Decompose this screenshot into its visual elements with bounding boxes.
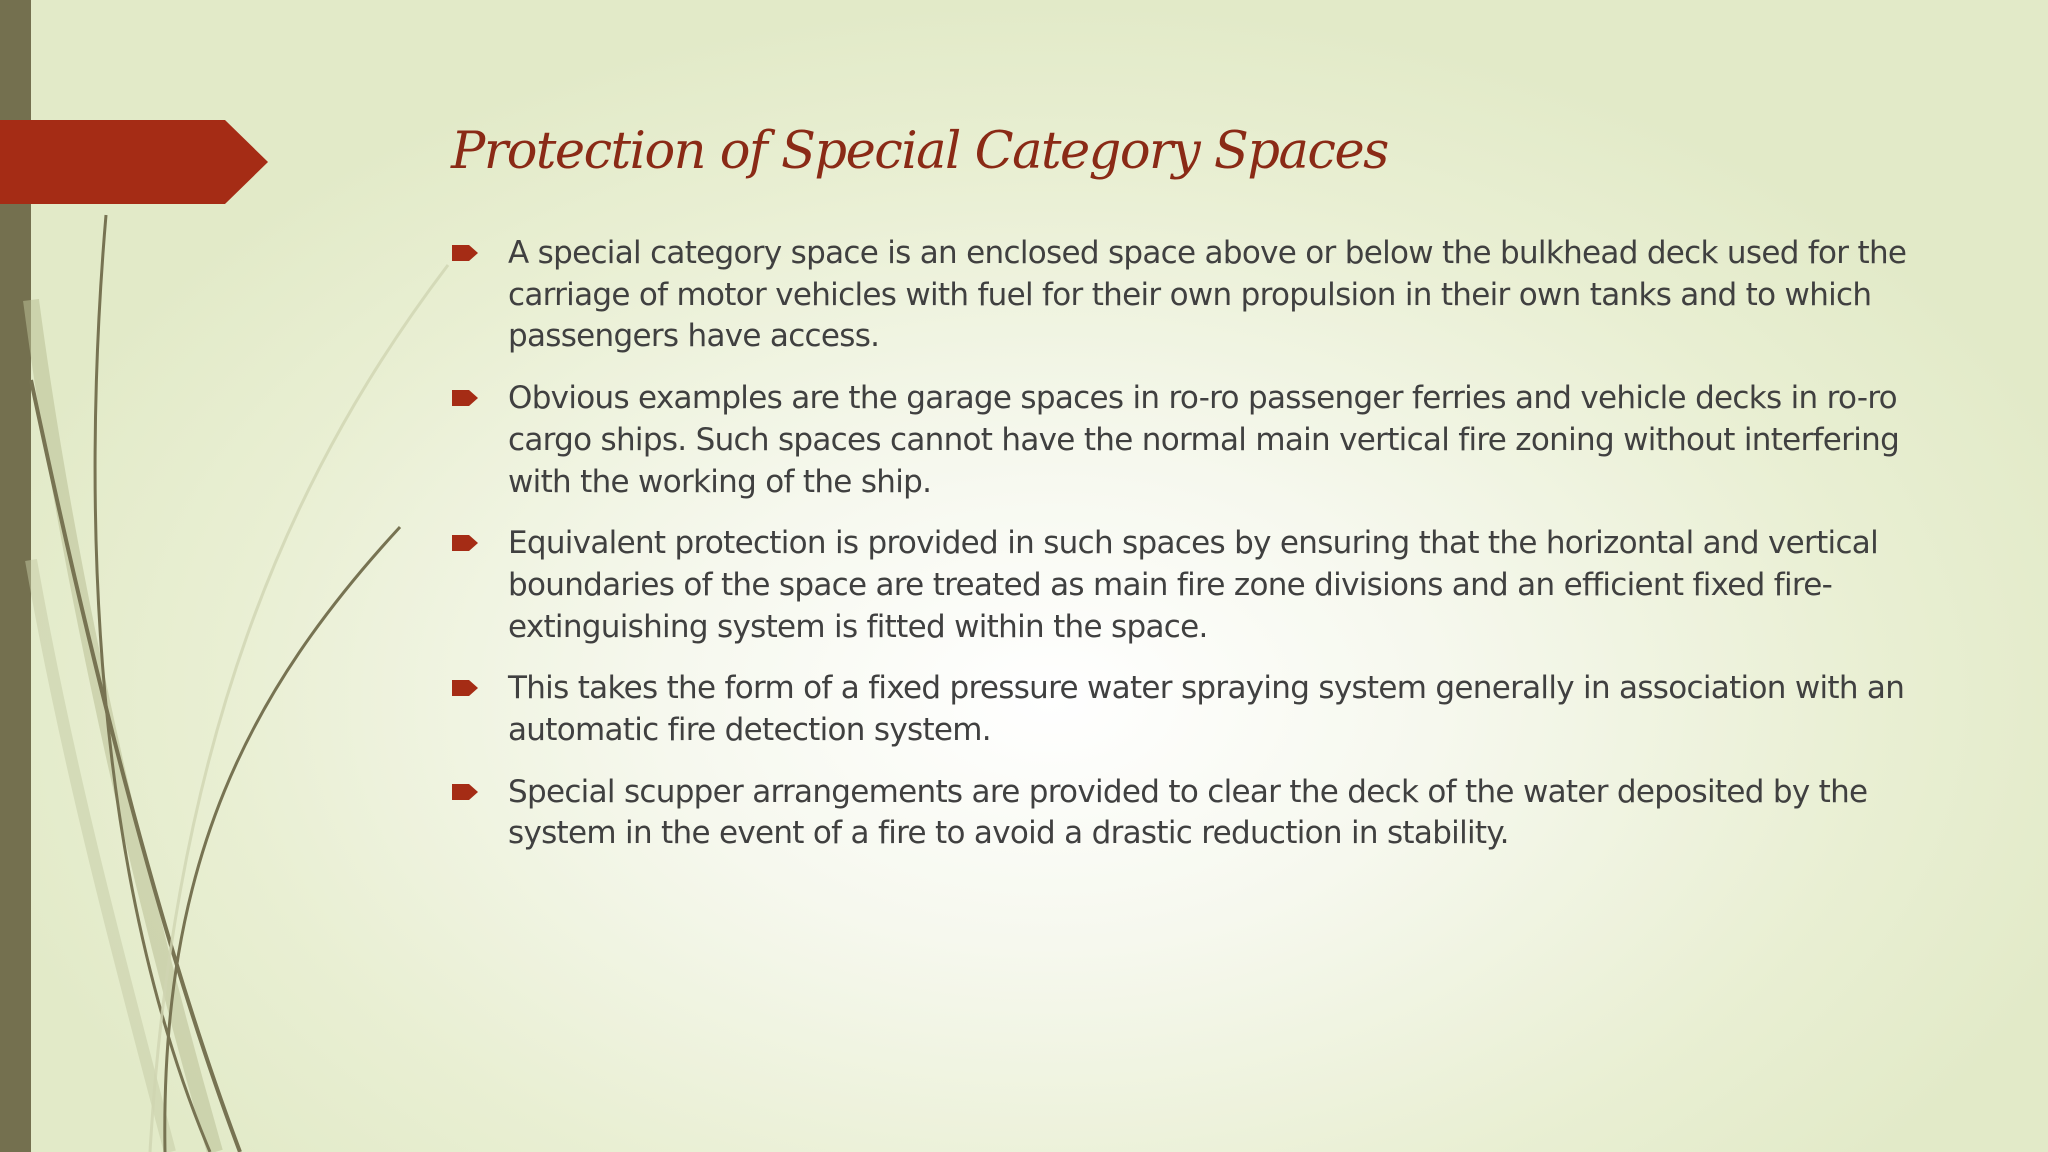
bullet-text: Special scupper arrangements are provided to clear the deck of the water deposited by the system in the event of a fire to avoid a drastic reduction in stability.: [508, 773, 1868, 852]
bullet-list: [452, 233, 1922, 875]
bullet-text: A special category space is an enclosed space above or below the bulkhead deck used for the carriage of motor vehicles with fuel for their own propulsion in their own tanks and to which passengers have access.: [508, 235, 1907, 355]
bullet-item: [452, 668, 1922, 751]
bullet-item: [452, 233, 1922, 358]
arrow-bullet-icon: [452, 680, 478, 696]
bullet-item: [452, 523, 1922, 648]
arrow-bullet-icon: [452, 784, 478, 800]
arrow-bullet-icon: [452, 390, 478, 406]
bullet-text: Equivalent protection is provided in such spaces by ensuring that the horizontal and vertical boundaries of the space are treated as main fire zone divisions and an efficient fixed fire-extinguishing system is fitted within the space.: [508, 525, 1878, 645]
bullet-item: [452, 378, 1922, 503]
arrow-bullet-icon: [452, 535, 478, 551]
arrow-bullet-icon: [452, 245, 478, 261]
red-arrow-tab: [0, 120, 268, 204]
bullet-item: [452, 772, 1922, 855]
bullet-text: Obvious examples are the garage spaces in ro-ro passenger ferries and vehicle decks in ro-ro cargo ships. Such spaces cannot have the normal main vertical fire zoning without interfering with the working of the ship.: [508, 380, 1900, 500]
bullet-text: This takes the form of a fixed pressure water spraying system generally in association with an automatic fire detection system.: [508, 670, 1905, 749]
slide-title: Protection of Special Category Spaces: [451, 122, 1388, 181]
